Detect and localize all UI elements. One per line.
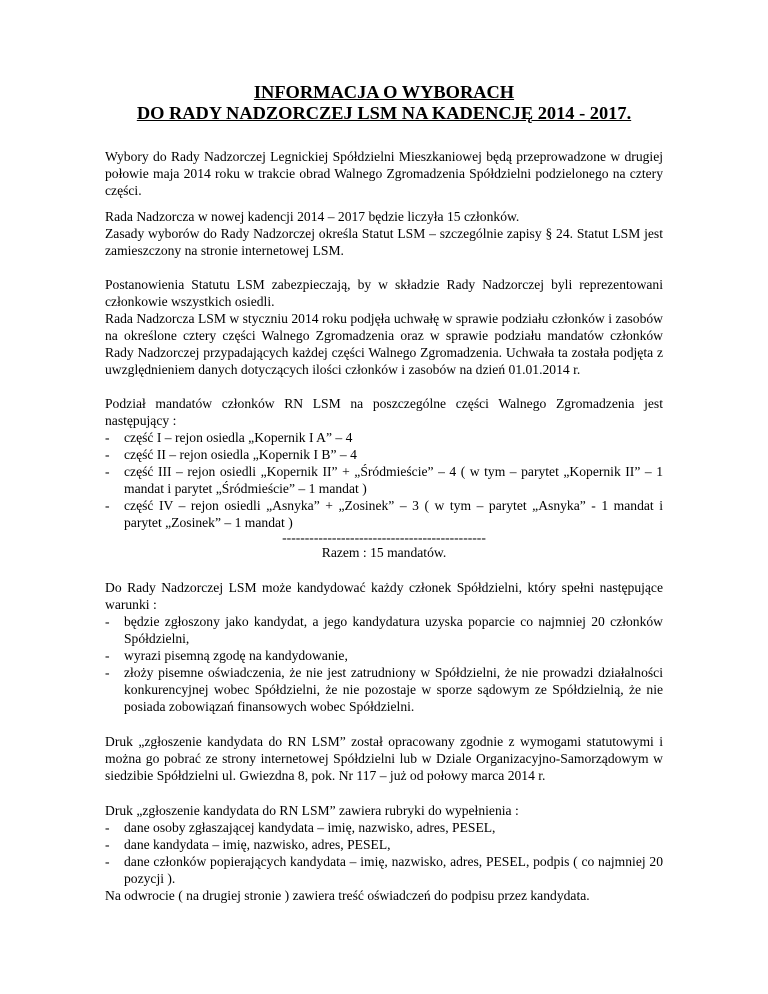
list-item: - część III – rejon osiedli „Kopernik II” + „Śródmieście” – 4 ( w tym – parytet „Kopernik II” – 1 mandat i parytet „Śródmieście” – 1 mandat )	[105, 463, 663, 497]
form-fields-outro: Na odwrocie ( na drugiej stronie ) zawiera treść oświadczeń do podpisu przez kandydata.	[105, 888, 590, 903]
statute-paragraph: Postanowienia Statutu LSM zabezpieczają, by w składzie Rady Nadzorczej byli reprezentowani członkowie wszystkich osiedli.	[105, 277, 663, 309]
conditions-intro: Do Rady Nadzorczej LSM może kandydować każdy członek Spółdzielni, który spełni następujące warunki :	[105, 580, 663, 612]
list-item: - część II – rejon osiedla „Kopernik I B” – 4	[105, 446, 663, 463]
conditions-section	[105, 579, 663, 715]
resolution-paragraph: Rada Nadzorcza LSM w styczniu 2014 roku podjęła uchwałę w sprawie podziału członków i zasobów na określone cztery części Walnego Zgromadzenia oraz w sprawie podziału mandatów członków Rady Nadzorczej przypadających każdej części Walnego Zgromadzenia. Uchwała ta została podjęta z uwzględnieniem danych dotyczących ilości członków i zasobów na dzień 01.01.2014 r.	[105, 311, 663, 377]
list-item: - część IV – rejon osiedli „Asnyka” + „Zosinek” – 3 ( w tym – parytet „Asnyka” - 1 mandat i parytet „Zosinek” – 1 mandat )	[105, 497, 663, 531]
mandates-list	[105, 429, 663, 531]
form-fields-intro: Druk „zgłoszenie kandydata do RN LSM” zawiera rubryki do wypełnienia :	[105, 803, 519, 818]
form-fields-list	[105, 819, 663, 887]
conditions-list	[105, 613, 663, 715]
intro-section	[105, 148, 663, 259]
election-rules-paragraph: Zasady wyborów do Rady Nadzorczej określa Statut LSM – szczególnie zapisy § 24. Statut LSM jest zamieszczony na stronie internetowej LSM.	[105, 226, 663, 258]
list-item: - dane osoby zgłaszającej kandydata – imię, nazwisko, adres, PESEL,	[105, 819, 663, 836]
mandates-total: Razem : 15 mandatów.	[321, 545, 447, 560]
list-item: - dane członków popierających kandydata – imię, nazwisko, adres, PESEL, podpis ( co najmniej 20 pozycji ).	[105, 853, 663, 887]
form-fields-section	[105, 802, 663, 904]
council-size-paragraph: Rada Nadzorcza w nowej kadencji 2014 – 2017 będzie liczyła 15 członków.	[105, 209, 520, 224]
document-title	[105, 82, 663, 124]
statute-section	[105, 276, 663, 378]
intro-paragraph: Wybory do Rady Nadzorczej Legnickiej Spółdzielni Mieszkaniowej będą przeprowadzone w drugiej połowie maja 2014 roku w trakcie obrad Walnego Zgromadzenia Spółdzielni podzielonego na cztery części.	[105, 149, 663, 198]
list-item: - złoży pisemne oświadczenia, że nie jest zatrudniony w Spółdzielni, że nie prowadzi działalności konkurencyjnej wobec Spółdzielni, że nie pozostaje w sporze sądowym ze Spółdzielnią, że nie posiada zobowiązań finansowych wobec Spółdzielni.	[105, 664, 663, 715]
list-item: - dane kandydata – imię, nazwisko, adres, PESEL,	[105, 836, 663, 853]
mandates-section	[105, 395, 663, 561]
list-item: - wyrazi pisemną zgodę na kandydowanie,	[105, 647, 663, 664]
mandates-intro: Podział mandatów członków RN LSM na poszczególne części Walnego Zgromadzenia jest następujący :	[105, 396, 663, 428]
title-line-1: INFORMACJA O WYBORACH	[253, 82, 515, 102]
list-item: - będzie zgłoszony jako kandydat, a jego kandydatura uzyska poparcie co najmniej 20 członków Spółdzielni,	[105, 613, 663, 647]
form-info-section	[105, 733, 663, 784]
separator-line: ---------------------------------------------	[282, 530, 486, 545]
title-line-2: DO RADY NADZORCZEJ LSM NA KADENCJĘ 2014 - 2017.	[136, 103, 632, 123]
list-item: - część I – rejon osiedla „Kopernik I A” – 4	[105, 429, 663, 446]
form-info-paragraph: Druk „zgłoszenie kandydata do RN LSM” został opracowany zgodnie z wymogami statutowymi i można go pobrać ze strony internetowej Spółdzielni lub w Dziale Organizacyjno-Samorządowym w siedzibie Spółdzielni ul. Gwiezdna 8, pok. Nr 117 – już od połowy marca 2014 r.	[105, 734, 663, 783]
